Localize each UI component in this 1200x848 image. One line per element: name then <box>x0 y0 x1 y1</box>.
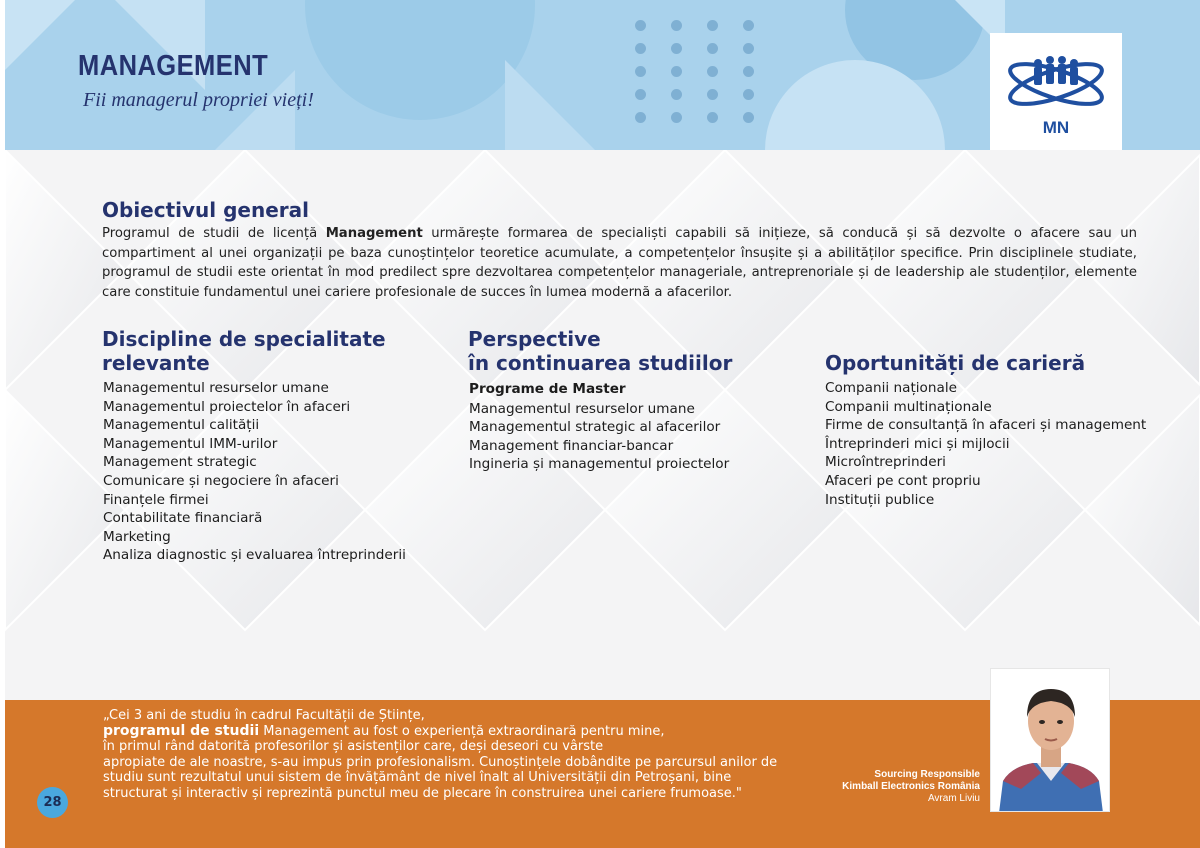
list-item: Ingineria și managementul proiectelor <box>469 456 730 473</box>
disciplines-heading <box>102 327 386 375</box>
careers-list <box>825 379 1146 509</box>
perspectives-heading-line: Perspective <box>468 327 601 351</box>
objective-paragraph <box>102 224 1137 302</box>
list-item: Contabilitate financiară <box>103 510 263 527</box>
list-item: Management strategic <box>103 454 257 471</box>
list-item: Instituții publice <box>825 491 935 508</box>
objective-text-bold: Management <box>325 226 423 241</box>
list-item: Firme de consultanță în afaceri și management <box>825 417 1147 434</box>
quote-emphasis: programul de studii <box>103 722 260 739</box>
logo-text: MN <box>1042 118 1070 137</box>
list-item: Marketing <box>103 528 171 545</box>
perspectives-list <box>469 380 729 474</box>
perspectives-heading <box>468 327 732 375</box>
quote-line: structurat și interactiv și reprezintă punctul meu de plecare în construirea unei cariere frumoase." <box>103 785 742 801</box>
list-item: Managementul proiectelor în afaceri <box>103 398 351 415</box>
signature-name: Avram Liviu <box>927 793 980 804</box>
page-number: 28 <box>37 787 68 818</box>
list-item: Companii multinaționale <box>825 398 992 415</box>
list-item: Managementul IMM-urilor <box>103 435 278 452</box>
quote-line: apropiate de ale noastre, s-au impus prin profesionalism. Cunoștințele dobândite pe parcursul anilor de <box>103 754 778 770</box>
disciplines-list <box>103 379 406 565</box>
quote-line: Management au fost o experiență extraordinară pentru mine, <box>259 723 665 739</box>
decor-triangle <box>505 60 595 150</box>
list-item: Afaceri pe cont propriu <box>825 472 981 489</box>
disciplines-heading-line: Discipline de specialitate <box>102 327 386 351</box>
portrait-illustration <box>991 669 1110 812</box>
quote-line: studiu sunt rezultatul unui sistem de învățământ de nivel înalt al Universității din Petroșani, bine <box>103 770 732 785</box>
person-portrait-photo <box>990 668 1110 812</box>
decor-triangle <box>5 0 75 70</box>
objective-text: Programul de studii de licență <box>102 226 326 241</box>
decor-dot-grid <box>635 20 765 130</box>
careers-heading: Oportunități de carieră <box>825 351 1086 375</box>
list-item: Managementul calității <box>103 417 260 434</box>
testimonial-quote <box>103 708 803 801</box>
disciplines-heading-line: relevante <box>102 351 210 375</box>
list-item: Management financiar-bancar <box>469 437 674 454</box>
people-orbit-logo-icon <box>1004 49 1108 115</box>
list-item: Întreprinderi mici și mijlocii <box>825 435 1010 452</box>
list-item: Managementul strategic al afacerilor <box>469 419 721 436</box>
objective-heading: Obiectivul general <box>102 198 310 222</box>
list-item: Analiza diagnostic și evaluarea întreprinderii <box>103 547 406 564</box>
page-subtitle: Fii managerul propriei vieți! <box>83 89 314 111</box>
perspectives-heading-line: în continuarea studiilor <box>468 351 733 375</box>
list-item: Managementul resurselor umane <box>103 380 329 396</box>
signature-company: Kimball Electronics România <box>842 781 980 792</box>
list-item: Microîntreprinderi <box>825 454 946 471</box>
list-item: Comunicare și negociere în afaceri <box>103 472 339 489</box>
list-item: Managementul resurselor umane <box>469 400 695 417</box>
list-item: Finanțele firmei <box>103 491 209 508</box>
objective-text: urmărește formarea de specialiști capabili să inițieze, să conducă și să dezvolte o afacere sau un compartiment al unei organizații pe baza cunoștințelor teoretice acumulate, a competențelor însușite și a abilităților specifice. Prin disciplinele studiate, programul de studii este orientat în mod predilect spre dezvoltarea competențelor manageriale, antreprenoriale și de leadership ale studenților, elemente care constituie fundamentul unei cariere profesionale de succes în lumea modernă a afacerilor. <box>102 226 1137 300</box>
testimonial-signature <box>842 769 980 805</box>
quote-line: în primul rând datorită profesorilor și asistenților care, deși deseori cu vârste <box>103 739 604 754</box>
decor-circle <box>305 0 535 120</box>
quote-line: „Cei 3 ani de studiu în cadrul Facultății de Științe, <box>103 708 425 723</box>
list-item: Companii naționale <box>825 380 957 396</box>
page-title: MANAGEMENT <box>78 50 269 82</box>
master-programs-subheading: Programe de Master <box>469 381 626 397</box>
signature-role: Sourcing Responsible <box>874 769 980 780</box>
program-logo <box>990 33 1122 150</box>
